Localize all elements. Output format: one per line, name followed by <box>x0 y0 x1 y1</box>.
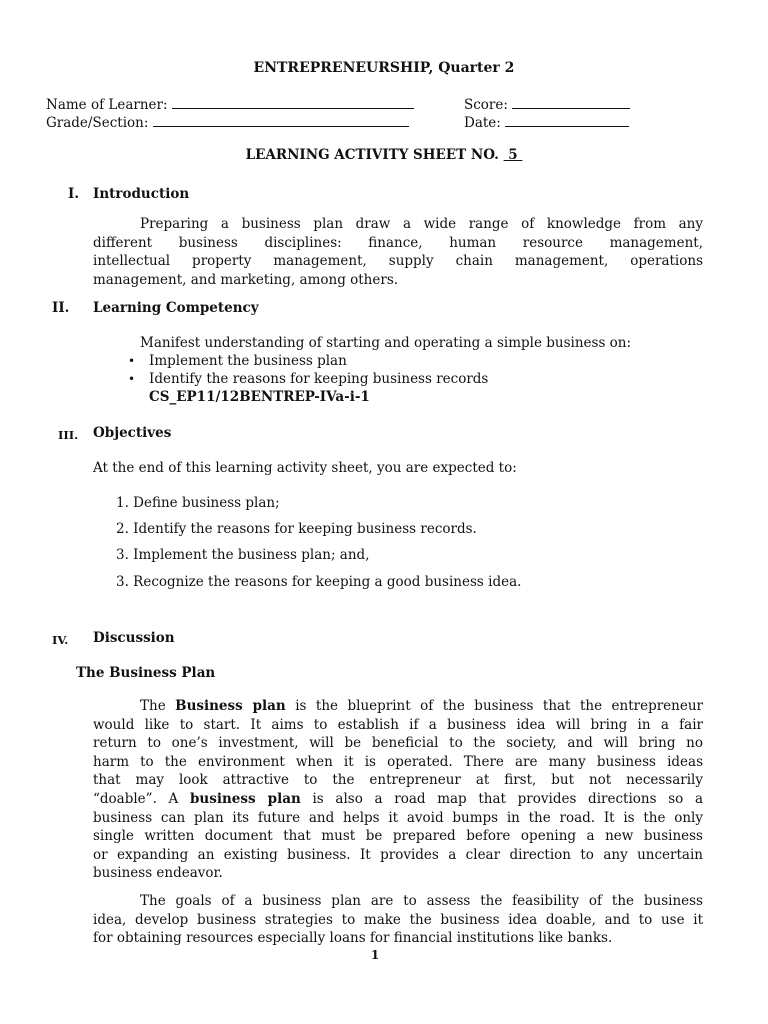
discussion-line: “doable”. A business plan is also a road map that provides directions so a <box>93 790 703 807</box>
activity-sheet-heading <box>0 147 768 163</box>
section-number-discussion: IV. <box>52 633 69 647</box>
score-field <box>464 96 630 113</box>
objectives-lead: At the end of this learning activity sheet, you are expected to: <box>93 460 517 476</box>
section-title-objectives: Objectives <box>93 425 172 441</box>
grade-section-field <box>46 114 409 131</box>
section-number-competency: II. <box>52 300 70 316</box>
competency-code: CS_EP11/12BENTREP-IVa-i-1 <box>149 389 370 405</box>
date-label: Date: <box>464 115 501 131</box>
name-blank-line[interactable] <box>172 96 414 109</box>
discussion-line: business endeavor. <box>93 865 223 882</box>
subsection-title-business-plan: The Business Plan <box>76 665 216 681</box>
name-label: Name of Learner: <box>46 97 168 113</box>
section-title-intro: Introduction <box>93 186 190 202</box>
section-title-competency: Learning Competency <box>93 300 259 316</box>
section-number-intro: I. <box>68 186 80 202</box>
intro-line: Preparing a business plan draw a wide range of knowledge from any <box>140 216 703 232</box>
intro-line: management, and marketing, among others. <box>93 271 399 288</box>
discussion-line: The Business plan is the blueprint of the business that the entrepreneur <box>140 698 703 714</box>
intro-line: different business disciplines: finance, human resource management, <box>93 234 703 251</box>
intro-paragraph <box>93 215 703 289</box>
discussion-line: return to one’s investment, will be beneficial to the society, and will bring no <box>93 735 703 752</box>
activity-sheet-label: LEARNING ACTIVITY SHEET NO. <box>245 147 499 163</box>
objective-item: 1. Define business plan; <box>116 495 280 511</box>
score-label: Score: <box>464 97 508 113</box>
discussion-paragraph-2 <box>93 892 703 948</box>
discussion-paragraph-1 <box>93 697 703 883</box>
discussion-line: business can plan its future and helps it avoid bumps in the road. It is the only <box>93 809 703 826</box>
date-field <box>464 114 629 131</box>
discussion-line: would like to start. It aims to establish if a business idea will bring in a fair <box>93 716 703 733</box>
score-blank-line[interactable] <box>512 96 630 109</box>
bullet-icon: • <box>128 372 136 386</box>
date-blank-line[interactable] <box>505 114 629 127</box>
document-title: ENTREPRENEURSHIP, Quarter 2 <box>253 60 515 76</box>
competency-bullet: Implement the business plan <box>149 353 347 369</box>
grade-label: Grade/Section: <box>46 115 149 131</box>
intro-line: intellectual property management, supply chain management, operations <box>93 253 703 270</box>
competency-bullet: Identify the reasons for keeping business records <box>149 371 489 387</box>
grade-blank-line[interactable] <box>153 114 409 127</box>
competency-lead: Manifest understanding of starting and operating a simple business on: <box>140 335 632 351</box>
discussion-line: idea, develop business strategies to make the business idea doable, and to use it <box>93 911 703 928</box>
activity-sheet-number: 5 <box>508 147 518 163</box>
discussion-line: or expanding an existing business. It provides a clear direction to any uncertain <box>93 846 703 863</box>
bullet-icon: • <box>128 354 136 368</box>
objective-item: 3. Recognize the reasons for keeping a good business idea. <box>116 574 522 590</box>
discussion-line: that may look attractive to the entrepreneur at first, but not necessarily <box>93 772 703 789</box>
discussion-line: single written document that must be prepared before opening a new business <box>93 828 703 845</box>
discussion-line: The goals of a business plan are to assess the feasibility of the business <box>140 893 703 909</box>
section-number-objectives: III. <box>58 428 79 442</box>
discussion-line: for obtaining resources especially loans for financial institutions like banks. <box>93 930 613 947</box>
objective-item: 2. Identify the reasons for keeping business records. <box>116 521 477 537</box>
discussion-line: harm to the environment when it is operated. There are many business ideas <box>93 753 703 770</box>
page-number: 1 <box>370 948 380 962</box>
objective-item: 3. Implement the business plan; and, <box>116 547 370 563</box>
name-of-learner-field <box>46 96 414 113</box>
section-title-discussion: Discussion <box>93 630 175 646</box>
